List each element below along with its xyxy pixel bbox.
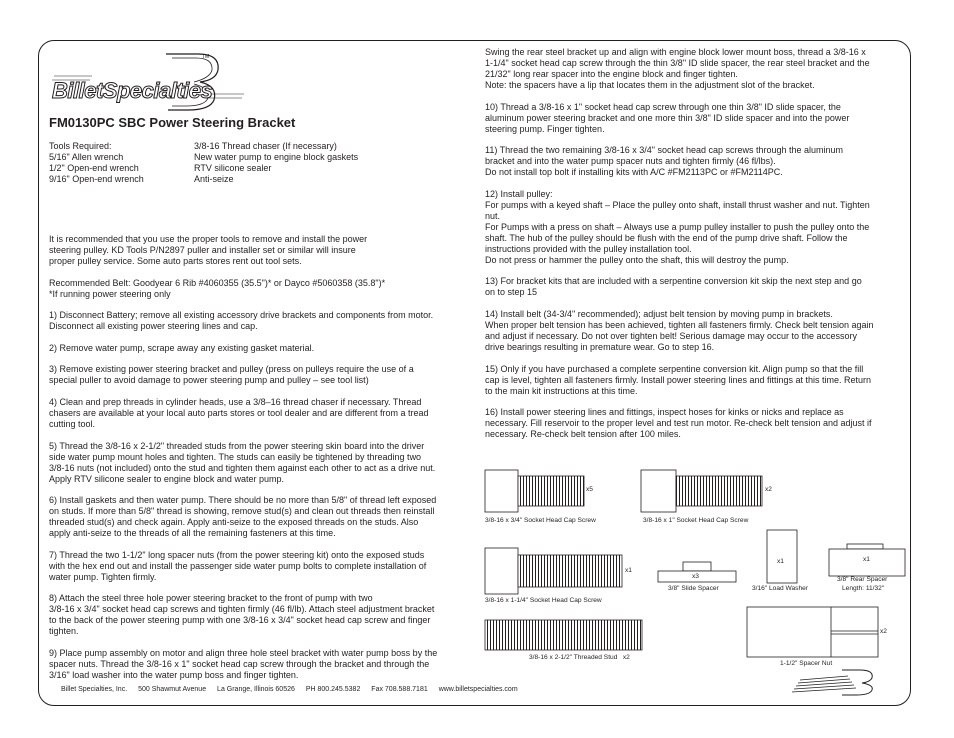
- qty-load-washer: x1: [777, 558, 784, 565]
- billet-specialties-mark-icon: [790, 668, 882, 696]
- step-12: 12) Install pulley: For pumps with a keyed shaft – Place the pulley onto shaft, install thrust washer and nut. Tighten nut. For Pumps with a press on shaft – Always use a pump pulley installer to push the pulley onto the shaft. The hub of the pulley should be flush with the end of the pump drive shaft. Follow the instructions provided with the pulley installation tool. Do not press or hammer the pulley onto the shaft, this will destroy the pump.: [485, 188, 870, 265]
- step-4: 4) Clean and prep threads in cylinder heads, use a 3/8–16 thread chaser if necessary. Thread chasers are available at your local auto parts stores or tool dealer and are different from a tread cutting tool.: [49, 396, 429, 429]
- step-10: 10) Thread a 3/8-16 x 1" socket head cap screw through one thin 3/8" ID slide spacer, the aluminum power steering bracket and one more thin 3/8" ID slide spacer and into the power steering pump. Finger tighten.: [485, 101, 850, 134]
- label-rear-spacer-length: Length: 11/32": [842, 585, 885, 592]
- qty-screw-1-1-4: x1: [625, 567, 632, 574]
- screw-1-drawing: [641, 470, 762, 512]
- svg-text:BilletSpecialties: BilletSpecialties: [52, 78, 213, 103]
- load-washer-drawing: [767, 530, 797, 583]
- tools-heading: Tools Required:: [49, 141, 112, 151]
- qty-slide-spacer: x3: [692, 573, 699, 580]
- tool-item: Anti-seize: [194, 174, 234, 184]
- step-6: 6) Install gaskets and then water pump. There should be no more than 5/8" of thread left exposed on studs. If more than 5/8" thread is showing, remove stud(s) and clean out threads then reinstall threaded stud(s) and check again. Apply anti-seize to the exposed threads on the studs. Also apply anti-seize to the threads of all the remaining fasteners at this time.: [49, 495, 437, 539]
- threaded-stud-drawing: [485, 620, 642, 650]
- intro-paragraph: It is recommended that you use the proper tools to remove and install the power steering pulley. KD Tools P/N2897 puller and installer set or similar will insure proper pulley service. Some auto parts stores rent out tool sets.: [49, 234, 368, 266]
- label-screw-3-4: 3/8-16 x 3/4" Socket Head Cap Screw: [485, 517, 596, 524]
- label-load-washer: 3/16" Load Washer: [752, 585, 808, 592]
- qty-screw-1: x2: [765, 486, 772, 493]
- step-15: 15) Only if you have purchased a complete serpentine conversion kit. Align pump so that the fill cap is level, tighten all fasteners firmly. Install power steering lines and fittings at this time. Return to the main kit instructions at this time.: [485, 363, 872, 396]
- qty-screw-3-4: x5: [586, 486, 593, 493]
- label-screw-1: 3/8-16 x 1" Socket Head Cap Screw: [643, 517, 749, 524]
- step-16: 16) Install power steering lines and fittings, inspect hoses for kinks or nicks and replace as necessary. Fill reservoir to the proper level and test run motor. Re-check belt tension and adjust if necessary. Re-check belt tension after 100 miles.: [485, 407, 872, 440]
- footer-city: La Grange, Illinois 60526: [217, 686, 295, 693]
- step-9-continued: Swing the rear steel bracket up and align with engine block lower mount boss, thread a 3/8-16 x 1-1/4" socket head cap screw through the thin 3/8" ID slide spacer, the rear steel bracket and the 21/32" long rear spacer into the engine block and finger tighten. Note: the spacers have a lip that locates them in the adjustment slot of the bracket.: [485, 47, 870, 90]
- svg-text:TM: TM: [202, 54, 210, 60]
- step-14: 14) Install belt (34-3/4" recommended); adjust belt tension by moving pump in brackets. When proper belt tension has been achieved, tighten all fasteners firmly. Check belt tension again and adjust if necessary. Do not over tighten belt! Serious damage may occur to the accessory drive bearings resulting in premature wear. Go to step 16.: [485, 308, 874, 352]
- footer-fax: Fax 708.588.7181: [371, 686, 428, 693]
- qty-spacer-nut: x2: [880, 628, 887, 635]
- footer-address: 500 Shawmut Avenue: [138, 686, 207, 693]
- step-7: 7) Thread the two 1-1/2" long spacer nuts (from the power steering kit) onto the exposed studs with the hex end out and install the passenger side water pump bolts to complete installation of water pump. Tighten firmly.: [49, 549, 427, 582]
- document-title: FM0130PC SBC Power Steering Bracket: [49, 115, 296, 130]
- tool-item: RTV silicone sealer: [194, 163, 272, 173]
- tool-item: New water pump to engine block gaskets: [194, 152, 359, 162]
- spacer-nut-drawing: [747, 607, 878, 657]
- belt-paragraph: Recommended Belt: Goodyear 6 Rib #4060355 (35.5")* or Dayco #5060358 (35.8")* *If running power steering only: [49, 277, 386, 299]
- footer: [61, 686, 527, 693]
- tool-item: 1/2" Open-end wrench: [49, 163, 139, 173]
- step-5: 5) Thread the 3/8-16 x 2-1/2" threaded studs from the power steering skin board into the driver side water pump mount holes and tighten. The studs can easily be tightened by threading two 3/8-16 nuts (not included) onto the stud and tighten them against each other to act as a drive nut. Apply RTV silicone sealer to engine block and water pump.: [49, 440, 436, 484]
- label-threaded-stud: 3/8-16 x 2-1/2" Threaded Stud x2: [529, 654, 630, 661]
- footer-phone: PH 800.245.5382: [305, 686, 361, 693]
- label-rear-spacer: 3/8" Rear Spacer: [837, 576, 888, 583]
- step-9: 9) Place pump assembly on motor and align three hole steel bracket with water pump boss by the spacer nuts. Thread the 3/8-16 x 1" socket head cap screw through the bracket and through the 3/16" load washer into the water pump boss and finger tighten.: [49, 647, 438, 680]
- screw-3-4-drawing: [485, 470, 584, 512]
- screw-1-1-4-drawing: [485, 548, 622, 594]
- step-1: 1) Disconnect Battery; remove all existing accessory drive brackets and components from motor. Disconnect all existing power steering lines and cap.: [49, 310, 434, 332]
- step-8: 8) Attach the steel three hole power steering bracket to the front of pump with two 3/8-16 x 3/4" socket head cap screws and tighten firmly (46 fl/lb). Attach steel adjustment bracket to the back of the power steering pump with one 3/8-16 x 3/4" socket head cap screw and finger tighten.: [49, 593, 435, 637]
- tool-item: 5/16" Allen wrench: [49, 152, 124, 162]
- qty-rear-spacer: x1: [863, 556, 870, 563]
- step-3: 3) Remove existing power steering bracket and pulley (press on pulleys require the use of a special puller to avoid damage to power steering pump and pulley – see tool list): [49, 364, 414, 386]
- tool-item: 3/8-16 Thread chaser (If necessary): [194, 141, 337, 151]
- step-13: 13) For bracket kits that are included with a serpentine conversion kit skip the next step and go on to step 15: [485, 276, 862, 298]
- step-2: 2) Remove water pump, scrape away any existing gasket material.: [49, 342, 315, 353]
- label-spacer-nut: 1-1/2" Spacer Nut: [780, 660, 833, 667]
- tool-item: 9/16" Open-end wrench: [49, 174, 144, 184]
- step-11: 11) Thread the two remaining 3/8-16 x 3/4" socket head cap screws through the aluminum bracket and into the water pump spacer nuts and tighten firmly (46 fl/lbs). Do not install top bolt if installing kits with A/C #FM2113PC or #FM2114PC.: [485, 145, 844, 178]
- footer-web: www.billetspecialties.com: [438, 686, 518, 693]
- footer-company: Billet Specialties, Inc.: [61, 686, 128, 693]
- label-screw-1-1-4: 3/8-16 x 1-1/4" Socket Head Cap Screw: [485, 597, 602, 604]
- label-slide-spacer: 3/8" Slide Spacer: [668, 585, 719, 592]
